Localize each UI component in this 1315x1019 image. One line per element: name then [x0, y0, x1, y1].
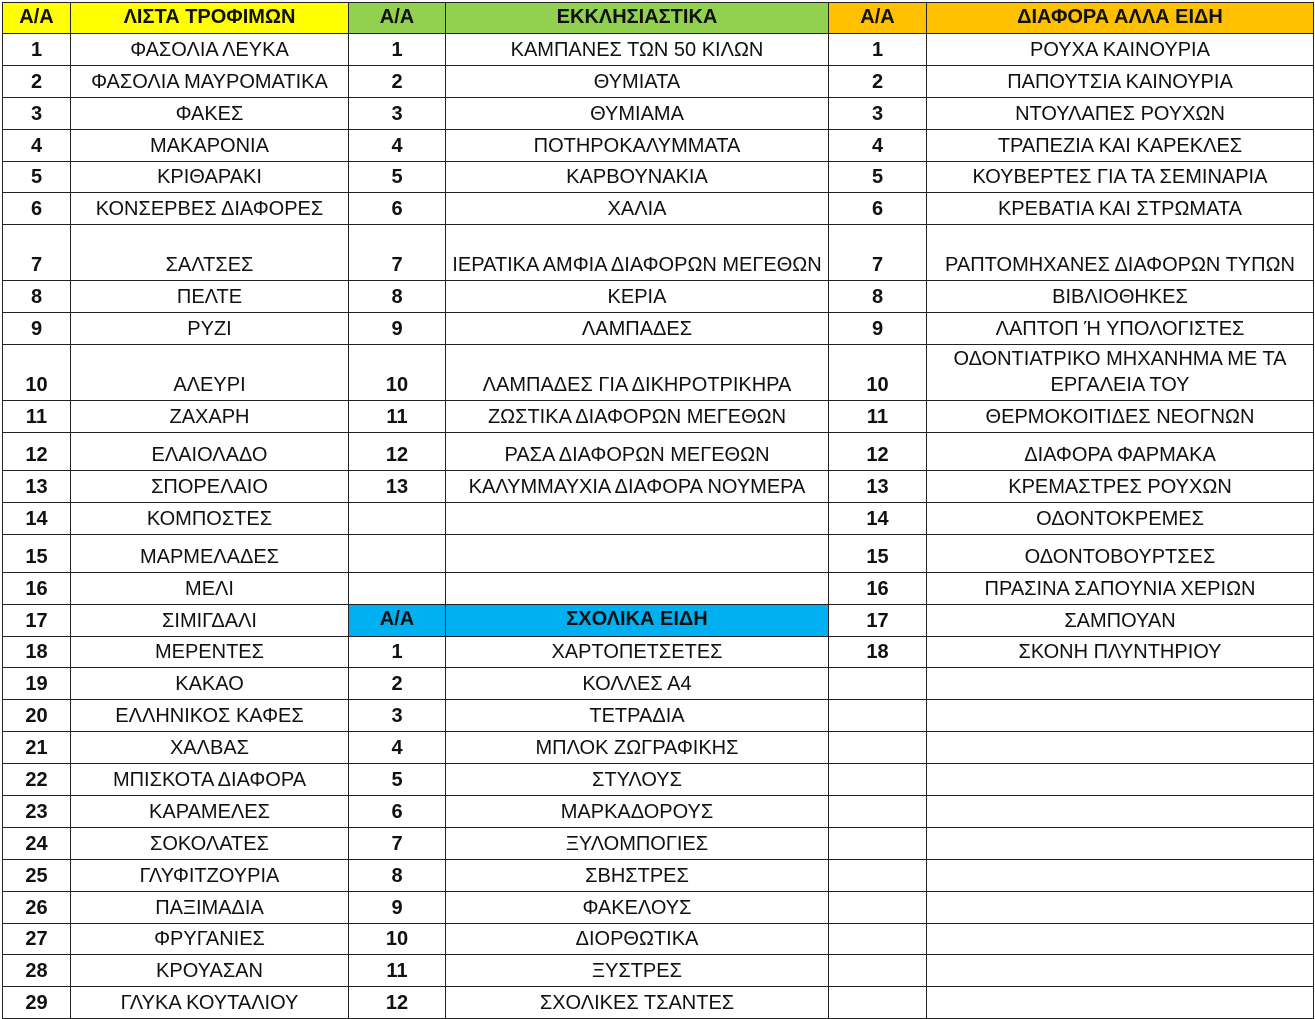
- food-item-number: 18: [3, 636, 71, 668]
- table-row: [3, 97, 1314, 129]
- other-item-name: ΒΙΒΛΙΟΘΗΚΕΣ: [927, 281, 1314, 313]
- school-item-name: ΞΥΣΤΡΕΣ: [446, 955, 829, 987]
- table-row: [3, 764, 1314, 796]
- table-row: [3, 636, 1314, 668]
- school-item-number: 5: [349, 764, 446, 796]
- food-item-name: ΚΡΙΘΑΡΑΚΙ: [71, 161, 349, 193]
- school-item-number: 9: [349, 891, 446, 923]
- other-item-name: ΘΕΡΜΟΚΟΙΤΙΔΕΣ ΝΕΟΓΝΩΝ: [927, 401, 1314, 433]
- table-row: [3, 604, 1314, 636]
- food-item-name: ΕΛΛΗΝΙΚΟΣ ΚΑΦΕΣ: [71, 700, 349, 732]
- school-item-name: ΣΒΗΣΤΡΕΣ: [446, 859, 829, 891]
- food-item-name: ΜΠΙΣΚΟΤΑ ΔΙΑΦΟΡΑ: [71, 764, 349, 796]
- empty-cell: [829, 668, 927, 700]
- school-item-number: 3: [349, 700, 446, 732]
- other-item-number: 13: [829, 471, 927, 503]
- food-item-name: ΚΑΡΑΜΕΛΕΣ: [71, 796, 349, 828]
- empty-cell: [829, 796, 927, 828]
- table-row: [3, 281, 1314, 313]
- church-item-name: ΛΑΜΠΑΔΕΣ: [446, 313, 829, 345]
- church-item-name: ΖΩΣΤΙΚΑ ΔΙΑΦΟΡΩΝ ΜΕΓΕΘΩΝ: [446, 401, 829, 433]
- food-item-number: 2: [3, 65, 71, 97]
- school-item-number: 10: [349, 923, 446, 955]
- food-item-name: ΚΟΝΣΕΡΒΕΣ ΔΙΑΦΟΡΕΣ: [71, 193, 349, 225]
- food-item-name: ΠΑΞΙΜΑΔΙΑ: [71, 891, 349, 923]
- empty-cell: [927, 923, 1314, 955]
- other-item-number: 15: [829, 534, 927, 572]
- empty-cell: [829, 764, 927, 796]
- header-row: [3, 3, 1314, 34]
- table-row: [3, 732, 1314, 764]
- table-row: [3, 502, 1314, 534]
- other-item-name: ΛΑΠΤΟΠ Ή ΥΠΟΛΟΓΙΣΤΕΣ: [927, 313, 1314, 345]
- other-item-name: ΡΑΠΤΟΜΗΧΑΝΕΣ ΔΙΑΦΟΡΩΝ ΤΥΠΩΝ: [927, 225, 1314, 281]
- empty-cell: [829, 732, 927, 764]
- school-item-name: ΔΙΟΡΘΩΤΙΚΑ: [446, 923, 829, 955]
- food-item-number: 3: [3, 97, 71, 129]
- food-item-name: ΦΑΣΟΛΙΑ ΛΕΥΚΑ: [71, 34, 349, 66]
- food-item-number: 12: [3, 433, 71, 471]
- food-item-number: 6: [3, 193, 71, 225]
- other-item-name: ΣΑΜΠΟΥΑΝ: [927, 604, 1314, 636]
- food-item-name: ΜΑΚΑΡΟΝΙΑ: [71, 129, 349, 161]
- church-item-number: 10: [349, 345, 446, 401]
- table-row: [3, 401, 1314, 433]
- empty-cell: [927, 732, 1314, 764]
- church-item-number: 7: [349, 225, 446, 281]
- table-row: [3, 65, 1314, 97]
- empty-cell: [927, 668, 1314, 700]
- table-row: [3, 161, 1314, 193]
- empty-cell: [829, 859, 927, 891]
- food-aa-header: Α/Α: [3, 3, 71, 34]
- church-item-number: 1: [349, 34, 446, 66]
- food-title-header: ΛΙΣΤΑ ΤΡΟΦΙΜΩΝ: [71, 3, 349, 34]
- food-item-number: 27: [3, 923, 71, 955]
- church-title-header: ΕΚΚΛΗΣΙΑΣΤΙΚΑ: [446, 3, 829, 34]
- food-item-number: 14: [3, 502, 71, 534]
- food-item-name: ΦΑΚΕΣ: [71, 97, 349, 129]
- table-row: [3, 700, 1314, 732]
- food-item-number: 19: [3, 668, 71, 700]
- school-item-name: ΣΤΥΛΟΥΣ: [446, 764, 829, 796]
- church-item-name: ΚΑΛΥΜΜΑΥΧΙΑ ΔΙΑΦΟΡΑ ΝΟΥΜΕΡΑ: [446, 471, 829, 503]
- food-item-name: ΑΛΕΥΡΙ: [71, 345, 349, 401]
- other-item-name: ΚΡΕΒΑΤΙΑ ΚΑΙ ΣΤΡΩΜΑΤΑ: [927, 193, 1314, 225]
- food-item-name: ΧΑΛΒΑΣ: [71, 732, 349, 764]
- empty-cell: [829, 891, 927, 923]
- school-item-number: 11: [349, 955, 446, 987]
- food-item-name: ΜΕΡΕΝΤΕΣ: [71, 636, 349, 668]
- food-item-number: 10: [3, 345, 71, 401]
- empty-cell: [829, 955, 927, 987]
- other-item-number: 1: [829, 34, 927, 66]
- other-item-number: 12: [829, 433, 927, 471]
- school-aa-header: Α/Α: [349, 604, 446, 636]
- church-item-number: 11: [349, 401, 446, 433]
- other-item-name: ΝΤΟΥΛΑΠΕΣ ΡΟΥΧΩΝ: [927, 97, 1314, 129]
- other-item-name: ΔΙΑΦΟΡΑ ΦΑΡΜΑΚΑ: [927, 433, 1314, 471]
- food-item-number: 28: [3, 955, 71, 987]
- food-item-number: 16: [3, 572, 71, 604]
- table-row: [3, 859, 1314, 891]
- food-item-name: ΣΙΜΙΓΔΑΛΙ: [71, 604, 349, 636]
- church-item-name: ΠΟΤΗΡΟΚΑΛΥΜΜΑΤΑ: [446, 129, 829, 161]
- other-item-number: 6: [829, 193, 927, 225]
- school-item-name: ΞΥΛΟΜΠΟΓΙΕΣ: [446, 827, 829, 859]
- food-item-number: 17: [3, 604, 71, 636]
- food-item-number: 8: [3, 281, 71, 313]
- church-item-name: ΘΥΜΙΑΤΑ: [446, 65, 829, 97]
- table-row: [3, 313, 1314, 345]
- church-aa-header: Α/Α: [349, 3, 446, 34]
- table-row: [3, 471, 1314, 503]
- food-item-number: 5: [3, 161, 71, 193]
- other-aa-header: Α/Α: [829, 3, 927, 34]
- church-item-number: 6: [349, 193, 446, 225]
- church-item-name: ΛΑΜΠΑΔΕΣ ΓΙΑ ΔΙΚΗΡΟΤΡΙΚΗΡΑ: [446, 345, 829, 401]
- school-item-name: ΦΑΚΕΛΟΥΣ: [446, 891, 829, 923]
- other-item-number: 8: [829, 281, 927, 313]
- food-item-number: 4: [3, 129, 71, 161]
- food-item-number: 25: [3, 859, 71, 891]
- school-item-number: 12: [349, 987, 446, 1019]
- food-item-name: ΚΟΜΠΟΣΤΕΣ: [71, 502, 349, 534]
- empty-cell: [829, 700, 927, 732]
- table-row: [3, 923, 1314, 955]
- church-item-name: ΧΑΛΙΑ: [446, 193, 829, 225]
- empty-cell: [829, 923, 927, 955]
- school-item-name: ΧΑΡΤΟΠΕΤΣΕΤΕΣ: [446, 636, 829, 668]
- empty-cell: [927, 859, 1314, 891]
- empty-cell: [927, 827, 1314, 859]
- empty-cell: [446, 502, 829, 534]
- empty-cell: [927, 955, 1314, 987]
- other-item-number: 10: [829, 345, 927, 401]
- church-item-number: 3: [349, 97, 446, 129]
- other-item-name: ΟΔΟΝΤΙΑΤΡΙΚΟ ΜΗΧΑΝΗΜΑ ΜΕ ΤΑ ΕΡΓΑΛΕΙΑ ΤΟΥ: [927, 345, 1314, 401]
- table-row: [3, 572, 1314, 604]
- other-item-number: 16: [829, 572, 927, 604]
- other-item-name: ΤΡΑΠΕΖΙΑ ΚΑΙ ΚΑΡΕΚΛΕΣ: [927, 129, 1314, 161]
- other-item-name: ΚΡΕΜΑΣΤΡΕΣ ΡΟΥΧΩΝ: [927, 471, 1314, 503]
- school-item-number: 1: [349, 636, 446, 668]
- other-item-number: 7: [829, 225, 927, 281]
- empty-cell: [927, 796, 1314, 828]
- other-item-name: ΚΟΥΒΕΡΤΕΣ ΓΙΑ ΤΑ ΣΕΜΙΝΑΡΙΑ: [927, 161, 1314, 193]
- church-item-name: ΡΑΣΑ ΔΙΑΦΟΡΩΝ ΜΕΓΕΘΩΝ: [446, 433, 829, 471]
- church-item-name: ΚΑΡΒΟΥΝΑΚΙΑ: [446, 161, 829, 193]
- food-item-name: ΖΑΧΑΡΗ: [71, 401, 349, 433]
- school-item-name: ΜΑΡΚΑΔΟΡΟΥΣ: [446, 796, 829, 828]
- other-item-name: ΣΚΟΝΗ ΠΛΥΝΤΗΡΙΟΥ: [927, 636, 1314, 668]
- donation-items-table: [2, 2, 1314, 1019]
- other-item-name: ΟΔΟΝΤΟΒΟΥΡΤΣΕΣ: [927, 534, 1314, 572]
- church-item-number: 8: [349, 281, 446, 313]
- school-item-number: 7: [349, 827, 446, 859]
- empty-cell: [349, 572, 446, 604]
- table-row: [3, 225, 1314, 281]
- table-row: [3, 129, 1314, 161]
- food-item-name: ΓΛΥΚΑ ΚΟΥΤΑΛΙΟΥ: [71, 987, 349, 1019]
- table-row: [3, 34, 1314, 66]
- school-item-name: ΚΟΛΛΕΣ Α4: [446, 668, 829, 700]
- table-row: [3, 668, 1314, 700]
- food-item-number: 13: [3, 471, 71, 503]
- other-item-number: 4: [829, 129, 927, 161]
- other-title-header: ΔΙΑΦΟΡΑ ΑΛΛΑ ΕΙΔΗ: [927, 3, 1314, 34]
- food-item-name: ΜΕΛΙ: [71, 572, 349, 604]
- church-item-name: ΘΥΜΙΑΜΑ: [446, 97, 829, 129]
- other-item-number: 14: [829, 502, 927, 534]
- food-item-number: 7: [3, 225, 71, 281]
- food-item-name: ΡΥΖΙ: [71, 313, 349, 345]
- other-item-number: 9: [829, 313, 927, 345]
- empty-cell: [927, 764, 1314, 796]
- empty-cell: [446, 534, 829, 572]
- table-row: [3, 827, 1314, 859]
- food-item-number: 11: [3, 401, 71, 433]
- school-item-name: ΜΠΛΟΚ ΖΩΓΡΑΦΙΚΗΣ: [446, 732, 829, 764]
- empty-cell: [927, 891, 1314, 923]
- empty-cell: [349, 534, 446, 572]
- food-item-number: 21: [3, 732, 71, 764]
- other-item-name: ΠΑΠΟΥΤΣΙΑ ΚΑΙΝΟΥΡΙΑ: [927, 65, 1314, 97]
- empty-cell: [829, 827, 927, 859]
- food-item-name: ΦΑΣΟΛΙΑ ΜΑΥΡΟΜΑΤΙΚΑ: [71, 65, 349, 97]
- church-item-number: 4: [349, 129, 446, 161]
- other-item-number: 18: [829, 636, 927, 668]
- food-item-name: ΕΛΑΙΟΛΑΔΟ: [71, 433, 349, 471]
- other-item-number: 11: [829, 401, 927, 433]
- table-row: [3, 955, 1314, 987]
- table-row: [3, 193, 1314, 225]
- school-item-number: 8: [349, 859, 446, 891]
- table-body: [3, 3, 1314, 1019]
- table-row: [3, 796, 1314, 828]
- school-item-number: 6: [349, 796, 446, 828]
- table-row: [3, 891, 1314, 923]
- church-item-name: ΚΑΜΠΑΝΕΣ ΤΩΝ 50 ΚΙΛΩΝ: [446, 34, 829, 66]
- food-item-number: 15: [3, 534, 71, 572]
- food-item-name: ΚΡΟΥΑΣΑΝ: [71, 955, 349, 987]
- church-item-number: 13: [349, 471, 446, 503]
- food-item-name: ΣΟΚΟΛΑΤΕΣ: [71, 827, 349, 859]
- school-item-number: 4: [349, 732, 446, 764]
- other-item-name: ΠΡΑΣΙΝΑ ΣΑΠΟΥΝΙΑ ΧΕΡΙΩΝ: [927, 572, 1314, 604]
- food-item-number: 20: [3, 700, 71, 732]
- other-item-number: 3: [829, 97, 927, 129]
- table-row: [3, 345, 1314, 401]
- food-item-name: ΣΠΟΡΕΛΑΙΟ: [71, 471, 349, 503]
- food-item-name: ΓΛΥΦΙΤΖΟΥΡΙΑ: [71, 859, 349, 891]
- other-item-name: ΟΔΟΝΤΟΚΡΕΜΕΣ: [927, 502, 1314, 534]
- food-item-name: ΠΕΛΤΕ: [71, 281, 349, 313]
- food-item-name: ΣΑΛΤΣΕΣ: [71, 225, 349, 281]
- food-item-number: 26: [3, 891, 71, 923]
- school-item-name: ΤΕΤΡΑΔΙΑ: [446, 700, 829, 732]
- food-item-number: 23: [3, 796, 71, 828]
- food-item-name: ΚΑΚΑΟ: [71, 668, 349, 700]
- food-item-number: 29: [3, 987, 71, 1019]
- food-item-number: 24: [3, 827, 71, 859]
- church-item-number: 12: [349, 433, 446, 471]
- empty-cell: [927, 700, 1314, 732]
- church-item-name: ΚΕΡΙΑ: [446, 281, 829, 313]
- other-item-number: 17: [829, 604, 927, 636]
- food-item-name: ΜΑΡΜΕΛΑΔΕΣ: [71, 534, 349, 572]
- church-item-number: 2: [349, 65, 446, 97]
- table-row: [3, 534, 1314, 572]
- empty-cell: [349, 502, 446, 534]
- other-item-number: 5: [829, 161, 927, 193]
- school-item-number: 2: [349, 668, 446, 700]
- table-row: [3, 433, 1314, 471]
- food-item-name: ΦΡΥΓΑΝΙΕΣ: [71, 923, 349, 955]
- school-item-name: ΣΧΟΛΙΚΕΣ ΤΣΑΝΤΕΣ: [446, 987, 829, 1019]
- church-item-number: 9: [349, 313, 446, 345]
- empty-cell: [446, 572, 829, 604]
- church-item-number: 5: [349, 161, 446, 193]
- food-item-number: 9: [3, 313, 71, 345]
- church-item-name: ΙΕΡΑΤΙΚΑ ΑΜΦΙΑ ΔΙΑΦΟΡΩΝ ΜΕΓΕΘΩΝ: [446, 225, 829, 281]
- school-title-header: ΣΧΟΛΙΚΑ ΕΙΔΗ: [446, 604, 829, 636]
- other-item-name: ΡΟΥΧΑ ΚΑΙΝΟΥΡΙΑ: [927, 34, 1314, 66]
- other-item-number: 2: [829, 65, 927, 97]
- food-item-number: 22: [3, 764, 71, 796]
- food-item-number: 1: [3, 34, 71, 66]
